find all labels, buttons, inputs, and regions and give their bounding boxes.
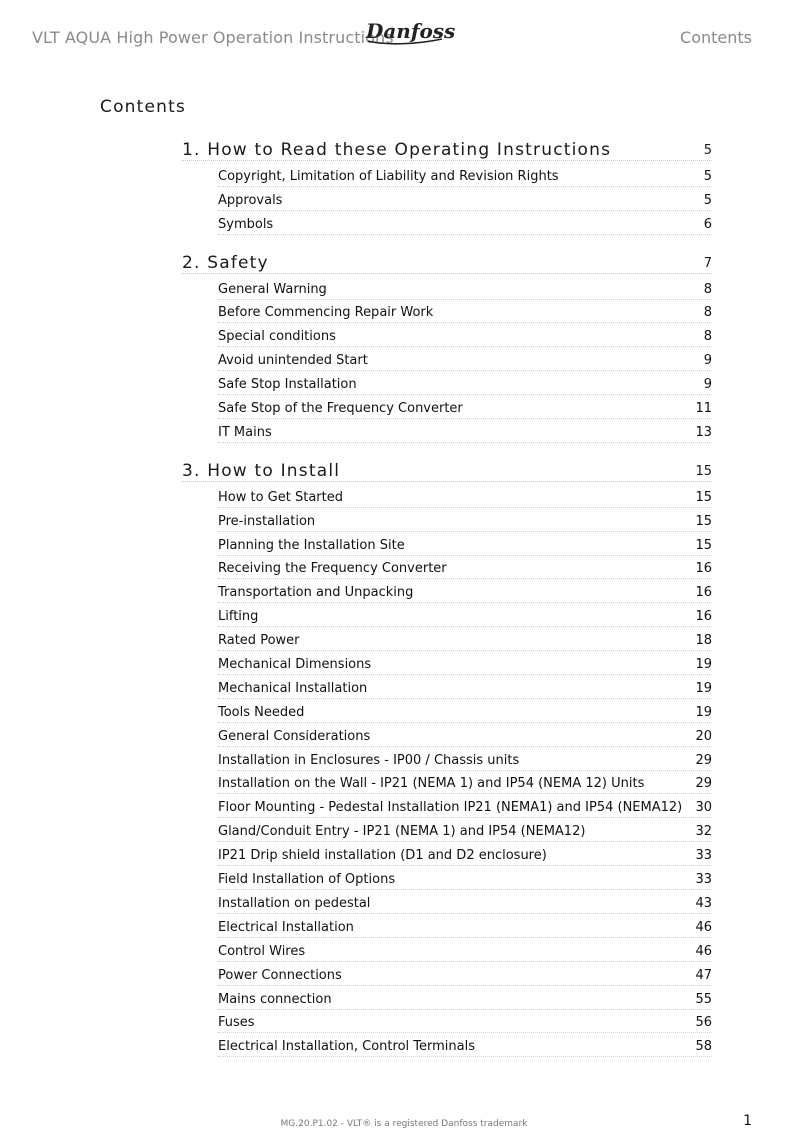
toc-entry-page: 16 [695,561,712,577]
header-section-label: Contents [680,28,752,47]
toc-section-title: 3. How to Install [182,460,341,481]
toc-entry[interactable] [218,794,712,818]
footer-text: MG.20.P1.02 - VLT® is a registered Danfoss trademark [280,1119,528,1129]
toc-entry[interactable] [218,187,712,211]
page-title: Contents [100,97,187,117]
toc-entry-label: Rated Power [218,633,300,649]
toc-entry-page: 16 [695,585,712,601]
toc-entry-label: General Warning [218,281,327,297]
toc-entry-label: Installation on pedestal [218,895,371,911]
toc-entry-label: Safe Stop of the Frequency Converter [218,401,463,417]
toc-section-heading[interactable] [182,249,712,274]
toc-entry-label: Planning the Installation Site [218,537,405,553]
toc-entry-label: Fuses [218,1015,255,1031]
table-of-contents [182,136,712,1071]
toc-entry[interactable] [218,276,712,300]
toc-entry[interactable] [218,914,712,938]
toc-entry-page: 15 [695,537,712,553]
toc-entry-label: How to Get Started [218,489,343,505]
toc-entry-label: Symbols [218,216,274,232]
toc-entry[interactable] [218,890,712,914]
toc-entry-page: 19 [695,704,712,720]
toc-entry-label: Power Connections [218,967,342,983]
toc-entry-label: General Considerations [218,728,371,744]
toc-entry-page: 55 [695,991,712,1007]
toc-entry-page: 32 [695,824,712,840]
toc-entry-label: Floor Mounting - Pedestal Installation IP21 (NEMA1) and IP54 (NEMA12) [218,800,683,816]
toc-entry-page: 56 [695,1015,712,1031]
toc-entry-label: Copyright, Limitation of Liability and Revision Rights [218,168,559,184]
toc-entry-page: 19 [695,657,712,673]
toc-entry-label: Mechanical Installation [218,680,368,696]
toc-entry-page: 11 [695,401,712,417]
toc-entry[interactable] [218,323,712,347]
toc-entry[interactable] [218,395,712,419]
toc-entry[interactable] [218,1033,712,1057]
toc-entry[interactable] [218,627,712,651]
toc-entry-label: Control Wires [218,943,306,959]
toc-entry-label: Mains connection [218,991,332,1007]
danfoss-logo-text: Danfoss [366,19,456,43]
danfoss-logo [364,19,456,49]
toc-entry[interactable] [218,579,712,603]
toc-entry[interactable] [218,962,712,986]
toc-entry-label: Gland/Conduit Entry - IP21 (NEMA 1) and IP54 (NEMA12) [218,824,586,840]
toc-entry[interactable] [218,675,712,699]
toc-entry-page: 9 [703,353,712,369]
toc-entry[interactable] [218,603,712,627]
toc-entry[interactable] [218,986,712,1010]
toc-entry-page: 29 [695,752,712,768]
toc-entry-page: 18 [695,633,712,649]
toc-entry-page: 5 [703,192,712,208]
toc-entry-page: 58 [695,1039,712,1055]
toc-entry-page: 46 [695,943,712,959]
toc-entry-label: Electrical Installation, Control Terminals [218,1039,475,1055]
toc-entry-page: 33 [695,848,712,864]
toc-entry[interactable] [218,818,712,842]
toc-entry-page: 16 [695,609,712,625]
toc-entry[interactable] [218,419,712,443]
toc-section-page: 15 [695,463,712,479]
toc-entry[interactable] [218,747,712,771]
toc-section [182,457,712,1057]
toc-section [182,249,712,443]
toc-entry-page: 8 [703,281,712,297]
toc-entry-label: Installation in Enclosures - IP00 / Chassis units [218,752,520,768]
toc-entry[interactable] [218,651,712,675]
toc-section-heading[interactable] [182,457,712,482]
toc-entry[interactable] [218,484,712,508]
toc-section [182,136,712,235]
toc-entry-label: Special conditions [218,329,336,345]
toc-entry[interactable] [218,347,712,371]
toc-entry-page: 43 [695,895,712,911]
toc-section-title: 1. How to Read these Operating Instructions [182,140,612,160]
toc-entry[interactable] [218,842,712,866]
toc-entry-label: Avoid unintended Start [218,353,368,369]
toc-section-page: 7 [703,255,712,271]
toc-entry-page: 29 [695,776,712,792]
toc-section-heading[interactable] [182,136,712,161]
toc-entry[interactable] [218,1010,712,1034]
toc-entry-label: Electrical Installation [218,919,354,935]
header-title: VLT AQUA High Power Operation Instructions [32,28,394,47]
toc-entry-page: 8 [703,305,712,321]
toc-entry-page: 47 [695,967,712,983]
toc-entry[interactable] [218,699,712,723]
toc-entry[interactable] [218,938,712,962]
toc-entry-label: Transportation and Unpacking [218,585,414,601]
toc-entry-label: Pre-installation [218,513,316,529]
toc-entry-page: 33 [695,872,712,888]
toc-entry-page: 46 [695,919,712,935]
toc-entry-label: IP21 Drip shield installation (D1 and D2 enclosure) [218,848,547,864]
toc-entry[interactable] [218,508,712,532]
toc-entry[interactable] [218,556,712,580]
toc-entry-label: Mechanical Dimensions [218,657,372,673]
toc-entry-page: 5 [703,168,712,184]
toc-entry-page: 19 [695,680,712,696]
toc-entry[interactable] [218,163,712,187]
toc-entry[interactable] [218,300,712,324]
toc-entry-label: Tools Needed [218,704,305,720]
toc-entry-label: Safe Stop Installation [218,377,357,393]
toc-entry-page: 6 [703,216,712,232]
toc-entry-label: Lifting [218,609,259,625]
toc-entry[interactable] [218,866,712,890]
toc-entry[interactable] [218,723,712,747]
toc-entry-label: IT Mains [218,424,272,440]
toc-entry-label: Installation on the Wall - IP21 (NEMA 1) and IP54 (NEMA 12) Units [218,776,645,792]
toc-entry-page: 15 [695,489,712,505]
toc-section-page: 5 [703,143,712,158]
toc-entry-label: Before Commencing Repair Work [218,305,434,321]
toc-entry-page: 30 [695,800,712,816]
toc-entry-page: 9 [703,377,712,393]
toc-entry-page: 8 [703,329,712,345]
toc-section-title: 2. Safety [182,252,269,273]
toc-entry[interactable] [218,532,712,556]
toc-entry-label: Receiving the Frequency Converter [218,561,447,577]
toc-entry-label: Approvals [218,192,283,208]
toc-entry[interactable] [218,211,712,235]
toc-entry-page: 13 [695,424,712,440]
toc-entry-page: 20 [695,728,712,744]
toc-entry[interactable] [218,371,712,395]
toc-entry[interactable] [218,771,712,795]
toc-entry-label: Field Installation of Options [218,872,396,888]
page-number: 1 [743,1113,752,1129]
toc-entry-page: 15 [695,513,712,529]
